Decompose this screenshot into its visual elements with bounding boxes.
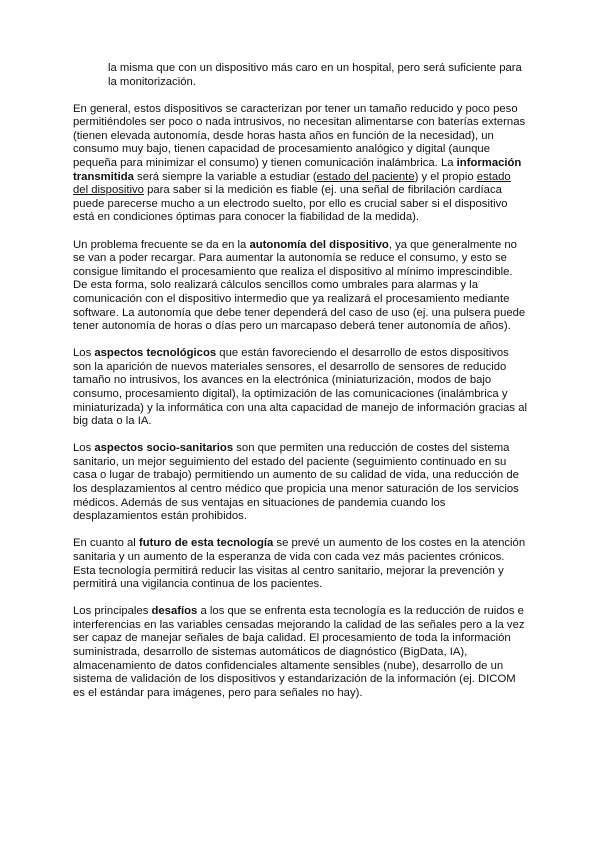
document-page xyxy=(73,62,528,714)
paragraph-text: son que permiten una reducción de costes del sistema sanitario, un mejor seguimiento del estado del paciente (seguimiento continuado en su casa o lugar de trabajo) permitiendo un aumento de su calidad de vida, una reducción de los desplazamientos al centro médico que propicia una menor saturación de los servicios médicos. Además de sus ventajas en situaciones de pandemia cuando los desplazamientos están prohibidos. xyxy=(73,442,519,523)
highlight-technological-aspects: aspectos tecnológicos xyxy=(94,347,217,360)
paragraph-text: Un problema frecuente se da en la xyxy=(73,238,250,251)
paragraph-text: será siempre la variable a estudiar ( xyxy=(133,170,317,183)
underline-device-state: estado del dispositivo xyxy=(73,170,511,197)
paragraph-socio-health-aspects xyxy=(73,442,528,524)
paragraph-text: se prevé un aumento de los costes en la atención sanitaria y un aumento de la esperanza de vida con cada vez más pacientes crónicos. Esta tecnología permitirá reducir las visitas al centro sanitario, mejorar la prevención y permitirá una vigilancia continua de los pacientes. xyxy=(73,537,526,591)
highlight-challenges: desafíos xyxy=(151,605,198,618)
highlight-future: futuro de esta tecnología xyxy=(138,537,274,550)
paragraph-continuation xyxy=(73,62,528,89)
paragraph-text: que están favoreciendo el desarrollo de estos dispositivos son la aparición de nuevos materiales sensores, el desarrollo de sensores de reducido tamaño no intrusivos, los avances en la electrónica (miniaturización, modos de bajo consumo, procesamiento digital), la optimización de las comunicaciones (inalámbrica y miniaturizada) y la informática con una alta capacidad de manejo de información gracias al big data o la IA. xyxy=(73,347,528,428)
paragraph-text: , ya que generalmente no se van a poder recargar. Para aumentar la autonomía se reduce el consumo, y esto se consigue limitando el procesamiento que realiza el dispositivo al mínimo imprescindible. De esta forma, solo realizará cálculos sencillos como umbrales para alarmas y la comunicación con el dispositivo intermedio que ya realizará el procesamiento mediante software. La autonomía que debe tener dependerá del caso de uso (ej. una pulsera puede tener autonomía de horas o días pero un marcapaso deberá tener autonomía de años). xyxy=(73,238,526,333)
paragraph-device-characteristics xyxy=(73,103,528,225)
underline-patient-state: estado del paciente xyxy=(316,170,415,183)
paragraph-text: para saber si la medición es fiable (ej. una señal de fibrilación cardíaca puede parecerse mucho a un electrodo suelto, por ello es crucial saber si el dispositivo está en condiciones óptimas para conocer la fiabilidad de la medida). xyxy=(73,184,508,224)
paragraph-text: Los principales xyxy=(73,605,152,618)
highlight-socio-health-aspects: aspectos socio-sanitarios xyxy=(94,442,234,455)
paragraph-autonomy xyxy=(73,239,528,334)
paragraph-text: la misma que con un dispositivo más caro en un hospital, pero será suficiente para la monitorización. xyxy=(108,62,522,88)
paragraph-future xyxy=(73,537,528,591)
paragraph-text: ) y el propio xyxy=(414,170,477,183)
paragraph-text: Los xyxy=(73,347,95,360)
paragraph-challenges xyxy=(73,605,528,700)
paragraph-text: En cuanto al xyxy=(73,537,139,550)
paragraph-text: En general, estos dispositivos se caracterizan por tener un tamaño reducido y poco peso permitiéndoles ser poco o nada intrusivos, no necesitan alimentarse con baterías externas (tienen elevada autonomía, desde horas hasta años en función de la necesidad), un consumo muy bajo, tienen capacidad de procesamiento analógico y digital (aunque pequeña para minimizar el consumo) y tienen comunicación inalámbrica. La xyxy=(73,102,526,170)
highlight-transmitted-info: información transmitida xyxy=(73,157,522,183)
paragraph-text: Los xyxy=(73,442,95,455)
highlight-autonomy: autonomía del dispositivo xyxy=(249,238,389,251)
paragraph-technological-aspects xyxy=(73,347,528,429)
paragraph-text: a los que se enfrenta esta tecnología es la reducción de ruidos e interferencias en las variables censadas mejorando la calidad de las señales pero a la vez ser capaz de manejar señales de baja calidad. El procesamiento de toda la información suministrada, desarrollo de sistemas automáticos de diagnóstico (BigData, IA), almacenamiento de datos confidenciales altamente sensibles (nube), desarrollo de un sistema de validación de los dispositivos y estandarización de la información (ej. DICOM es el estándar para imágenes, pero para señales no hay). xyxy=(73,605,525,699)
